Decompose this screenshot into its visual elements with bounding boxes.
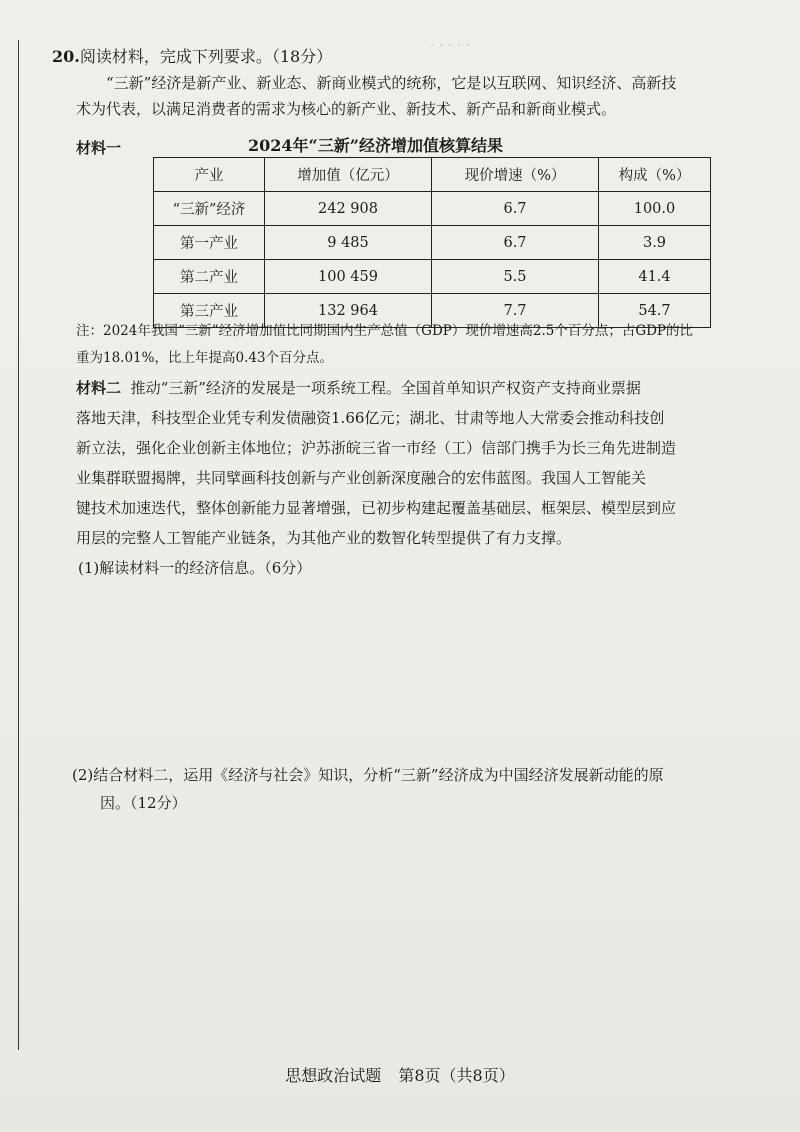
binding-margin-line	[18, 40, 19, 1050]
table-header-cell: 现价增速（%）	[432, 158, 599, 192]
bleed-through-text: · · · · ·	[430, 38, 471, 54]
table-note-line-1: 注：2024年我国“三新”经济增加值比同期国内生产总值（GDP）现价增速高2.5个百分点；占GDP的比	[76, 323, 694, 339]
material-two-line-6: 用层的完整人工智能产业链条，为其他产业的数智化转型提供了有力支撑。	[76, 529, 572, 547]
table-cell: 第二产业	[154, 260, 265, 294]
table-cell: 3.9	[599, 226, 711, 260]
table-row	[154, 226, 711, 260]
table-cell: 100 459	[265, 260, 432, 294]
table-row	[154, 260, 711, 294]
material-two-label: 材料二	[76, 379, 122, 397]
intro-line-1: “三新”经济是新产业、新业态、新商业模式的统称，它是以互联网、知识经济、高新技	[106, 74, 677, 92]
economic-data-table	[153, 157, 711, 328]
table-cell: 54.7	[599, 294, 711, 328]
table-row	[154, 192, 711, 226]
table-cell: 132 964	[265, 294, 432, 328]
footer-subject: 思想政治试题	[285, 1066, 382, 1085]
table-header-row	[154, 158, 711, 192]
sub-question-2-line-2: 因。（12分）	[100, 794, 187, 812]
table-header-cell: 增加值（亿元）	[265, 158, 432, 192]
table-header-cell: 构成（%）	[599, 158, 711, 192]
table-header-cell: 产业	[154, 158, 265, 192]
sub-question-1: (1)解读材料一的经济信息。（6分）	[78, 559, 312, 577]
table-title: 2024年“三新”经济增加值核算结果	[248, 136, 503, 155]
intro-line-2: 术为代表，以满足消费者的需求为核心的新产业、新技术、新产品和新商业模式。	[76, 100, 617, 118]
material-two-line-2: 落地天津，科技型企业凭专利发债融资1.66亿元；湖北、甘肃等地人大常委会推动科技创	[76, 409, 665, 427]
material-two-line-4: 业集群联盟揭牌，共同擘画科技创新与产业创新深度融合的宏伟蓝图。我国人工智能关	[76, 469, 647, 487]
table-cell: 100.0	[599, 192, 711, 226]
material-two-line-1	[76, 377, 770, 399]
question-header	[52, 46, 770, 68]
sub-question-2-line-1: (2)结合材料二，运用《经济与社会》知识，分析“三新”经济成为中国经济发展新动能的原	[72, 766, 664, 784]
question-number: 20.	[52, 47, 80, 66]
table-cell: 9 485	[265, 226, 432, 260]
table-cell: 41.4	[599, 260, 711, 294]
page-footer	[0, 1063, 800, 1086]
table-cell: 7.7	[432, 294, 599, 328]
table-cell: 6.7	[432, 226, 599, 260]
material-two-line-3: 新立法，强化企业创新主体地位；沪苏浙皖三省一市经（工）信部门携手为长三角先进制造	[76, 439, 677, 457]
table-cell: 5.5	[432, 260, 599, 294]
table-cell: “三新”经济	[154, 192, 265, 226]
material-one-label: 材料一	[76, 139, 122, 157]
question-instruction: 阅读材料，完成下列要求。（18分）	[79, 47, 333, 66]
material-two-line-5: 键技术加速迭代，整体创新能力显著增强，已初步构建起覆盖基础层、框架层、模型层到应	[76, 499, 677, 517]
table-cell: 6.7	[432, 192, 599, 226]
table-cell: 第三产业	[154, 294, 265, 328]
footer-page-number: 第8页（共8页）	[398, 1066, 515, 1085]
table-note-line-2: 重为18.01%，比上年提高0.43个百分点。	[76, 350, 334, 366]
table-cell: 242 908	[265, 192, 432, 226]
table-cell: 第一产业	[154, 226, 265, 260]
material-two-text: 推动“三新”经济的发展是一项系统工程。全国首单知识产权资产支持商业票据	[130, 379, 641, 397]
